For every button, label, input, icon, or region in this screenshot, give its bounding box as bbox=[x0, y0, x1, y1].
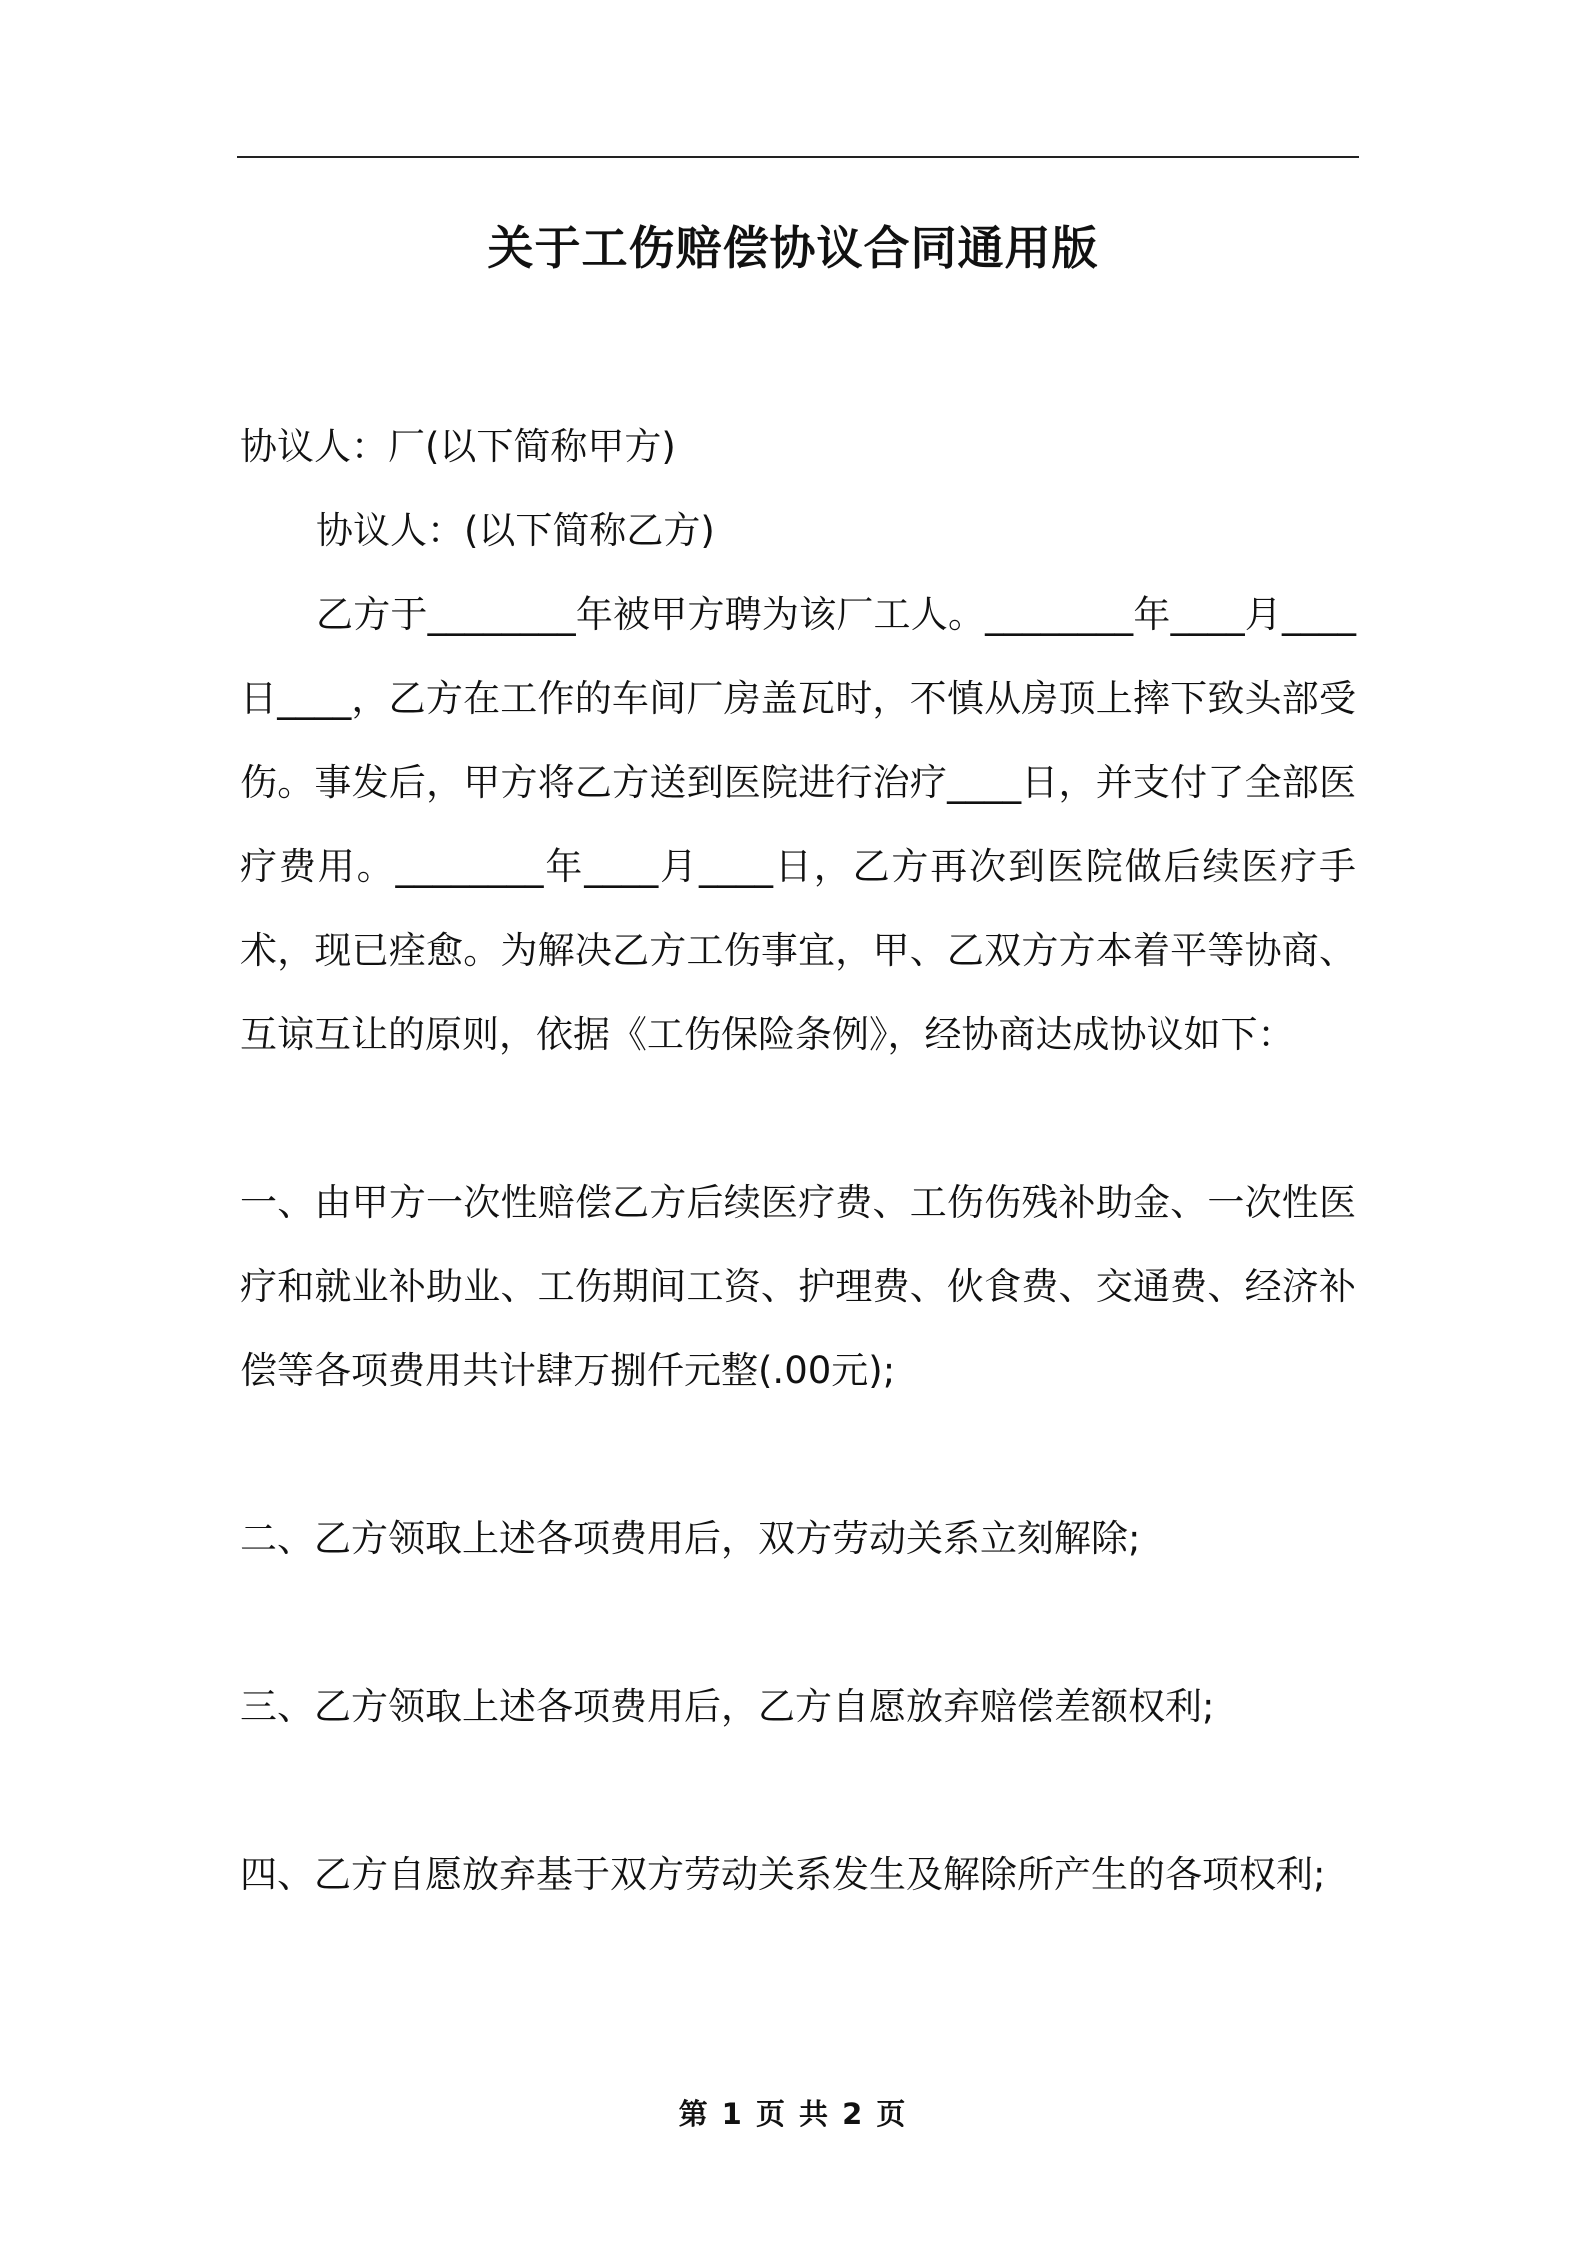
background-paragraph: 乙方于________年被甲方聘为该厂工人。________年____月____日____，乙方在工作的车间厂房盖瓦时，不慎从房顶上摔下致头部受伤。事发后，甲方将乙方送到医院进行治疗____日，并支付了全部医疗费用。________年____月____日，乙方再次到医院做后续医疗手术，现已痊愈。为解决乙方工伤事宜，甲、乙双方方本着平等协商、互谅互让的原则，依据《工伤保险条例》，经协商达成协议如下： bbox=[240, 593, 1356, 1056]
document-title: 关于工伤赔偿协议合同通用版 bbox=[487, 221, 1099, 275]
clause-4: 四、乙方自愿放弃基于双方劳动关系发生及解除所产生的各项权利; bbox=[240, 1853, 1326, 1896]
document-body bbox=[240, 405, 1356, 1917]
party-b-line: 协议人：(以下简称乙方) bbox=[316, 509, 715, 552]
clause-3: 三、乙方领取上述各项费用后，乙方自愿放弃赔偿差额权利; bbox=[240, 1685, 1215, 1728]
party-a-line: 协议人：厂(以下简称甲方) bbox=[240, 425, 676, 468]
clause-1: 一、由甲方一次性赔偿乙方后续医疗费、工伤伤残补助金、一次性医疗和就业补助业、工伤期间工资、护理费、伙食费、交通费、经济补偿等各项费用共计肆万捌仟元整(.00元); bbox=[240, 1181, 1356, 1392]
clause-2: 二、乙方领取上述各项费用后，双方劳动关系立刻解除; bbox=[240, 1517, 1141, 1560]
page-footer: 第 1 页 共 2 页 bbox=[678, 2097, 908, 2131]
header-rule bbox=[237, 156, 1359, 158]
